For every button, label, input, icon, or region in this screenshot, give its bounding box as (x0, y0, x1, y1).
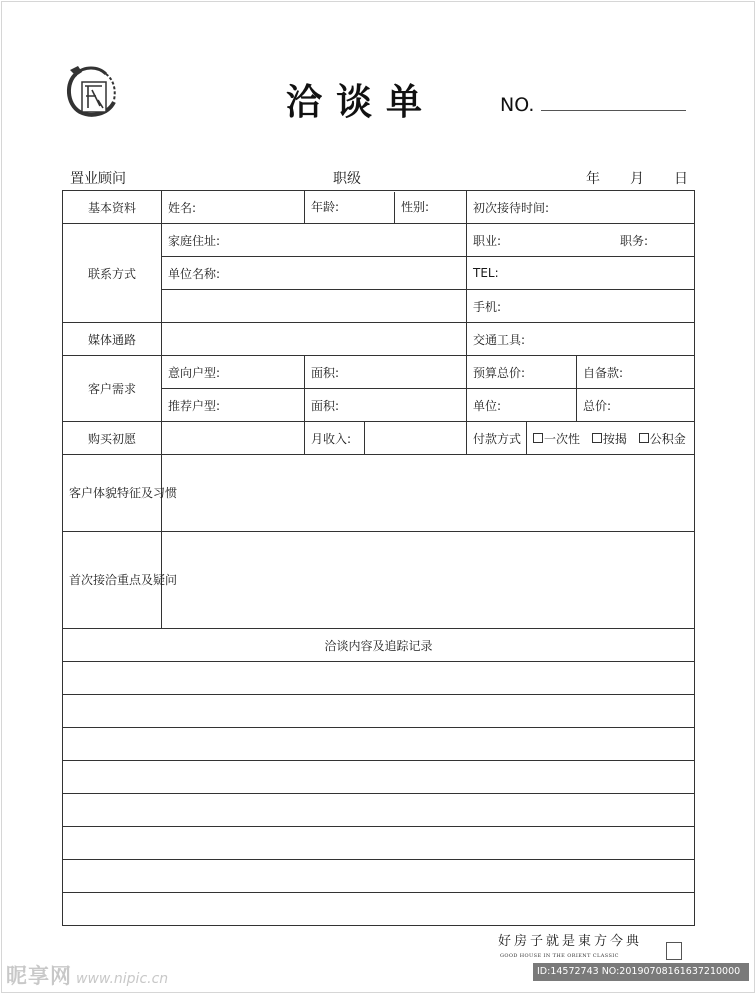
occupation-field[interactable]: 职业: (473, 233, 502, 248)
option-mortgage[interactable] (592, 432, 631, 446)
recommended-type-field[interactable]: 推荐户型: (162, 389, 305, 422)
row-appearance (63, 455, 695, 532)
record-line-field[interactable] (63, 827, 695, 860)
home-address-field[interactable]: 家庭住址: (162, 224, 467, 257)
tel-field[interactable]: TEL: (467, 257, 695, 290)
watermark-url: www.nipic.cn (76, 971, 169, 987)
form-number-label: NO. (500, 94, 535, 116)
brand-slogan-en: GOOD HOUSE IN THE ORIENT CLASSIC (500, 953, 619, 959)
sales-adviser-label: 置业顾问 (70, 171, 126, 187)
checkbox-icon[interactable] (533, 433, 543, 443)
record-line (63, 728, 695, 761)
watermark-brand (6, 960, 168, 990)
watermark-id: ID:14572743 NO:20190708161637210000 (533, 963, 749, 981)
option-mortgage-label: 按揭 (602, 431, 627, 446)
appearance-habits-label: 客户体貌特征及习惯 (63, 455, 162, 532)
row-media (63, 323, 695, 356)
record-line (63, 761, 695, 794)
watermark-brand-name: 昵享网 (6, 964, 72, 988)
rank-label: 职级 (333, 171, 361, 187)
brand-slogan: 好房子就是東方今典 (498, 934, 643, 949)
payment-method-label: 付款方式 (467, 422, 527, 455)
date-labels (586, 168, 688, 188)
gender-field[interactable]: 性别: (401, 199, 430, 214)
monthly-income-field[interactable] (365, 422, 467, 455)
record-line (63, 662, 695, 695)
total-price-field[interactable]: 总价: (577, 389, 695, 422)
seal-stamp-icon (666, 942, 682, 960)
negotiation-form-table (62, 190, 695, 926)
record-line-field[interactable] (63, 695, 695, 728)
appearance-habits-field[interactable] (162, 455, 695, 532)
age-gender-cell (305, 191, 467, 224)
monthly-income-label: 月收入: (305, 422, 365, 455)
purchase-intent-field[interactable] (162, 422, 305, 455)
first-visit-time-field[interactable]: 初次接待时间: (467, 191, 695, 224)
row-needs-1 (63, 356, 695, 389)
record-line-field[interactable] (63, 860, 695, 893)
record-line-field[interactable] (63, 893, 695, 926)
customer-needs-label: 客户需求 (63, 356, 162, 422)
unit-field[interactable]: 单位: (467, 389, 577, 422)
basic-info-label: 基本资料 (63, 191, 162, 224)
option-provident-fund-label: 公积金 (649, 431, 686, 446)
option-lump-sum-label: 一次性 (544, 431, 581, 446)
option-provident-fund[interactable] (639, 432, 690, 446)
record-line-field[interactable] (63, 761, 695, 794)
record-line (63, 827, 695, 860)
year-label: 年 (586, 171, 600, 187)
area-field-1[interactable]: 面积: (305, 356, 467, 389)
form-number-line (541, 110, 686, 111)
checkbox-icon[interactable] (639, 433, 649, 443)
record-header: 洽谈内容及追踪记录 (63, 629, 695, 662)
day-label: 日 (674, 171, 688, 187)
budget-total-field[interactable]: 预算总价: (467, 356, 577, 389)
company-name-field[interactable]: 单位名称: (162, 257, 467, 290)
contact-blank-field[interactable] (162, 290, 467, 323)
media-channel-field[interactable] (162, 323, 467, 356)
contact-label: 联系方式 (63, 224, 162, 323)
month-label: 月 (630, 171, 644, 187)
payment-options (527, 422, 695, 455)
row-contact-1 (63, 224, 695, 257)
row-basic (63, 191, 695, 224)
row-first-focus (63, 532, 695, 629)
occupation-position-cell (467, 224, 695, 257)
age-field[interactable]: 年龄: (305, 192, 395, 223)
page-title: 洽谈单 (286, 82, 437, 123)
purchase-intent-label: 购买初愿 (63, 422, 162, 455)
media-channel-label: 媒体通路 (63, 323, 162, 356)
record-line (63, 860, 695, 893)
option-lump-sum[interactable] (533, 432, 584, 446)
record-line-field[interactable] (63, 728, 695, 761)
mobile-field[interactable]: 手机: (467, 290, 695, 323)
dragon-logo-icon (62, 60, 120, 120)
record-line-field[interactable] (63, 794, 695, 827)
checkbox-icon[interactable] (592, 433, 602, 443)
record-line (63, 794, 695, 827)
name-field[interactable]: 姓名: (162, 191, 305, 224)
self-funds-field[interactable]: 自备款: (577, 356, 695, 389)
area-field-2[interactable]: 面积: (305, 389, 467, 422)
row-purchase (63, 422, 695, 455)
position-field[interactable]: 职务: (620, 233, 649, 248)
transport-field[interactable]: 交通工具: (467, 323, 695, 356)
first-focus-label: 首次接洽重点及疑问 (63, 532, 162, 629)
first-focus-field[interactable] (162, 532, 695, 629)
record-line (63, 893, 695, 926)
intended-type-field[interactable]: 意向户型: (162, 356, 305, 389)
record-line-field[interactable] (63, 662, 695, 695)
row-record-header (63, 629, 695, 662)
record-line (63, 695, 695, 728)
